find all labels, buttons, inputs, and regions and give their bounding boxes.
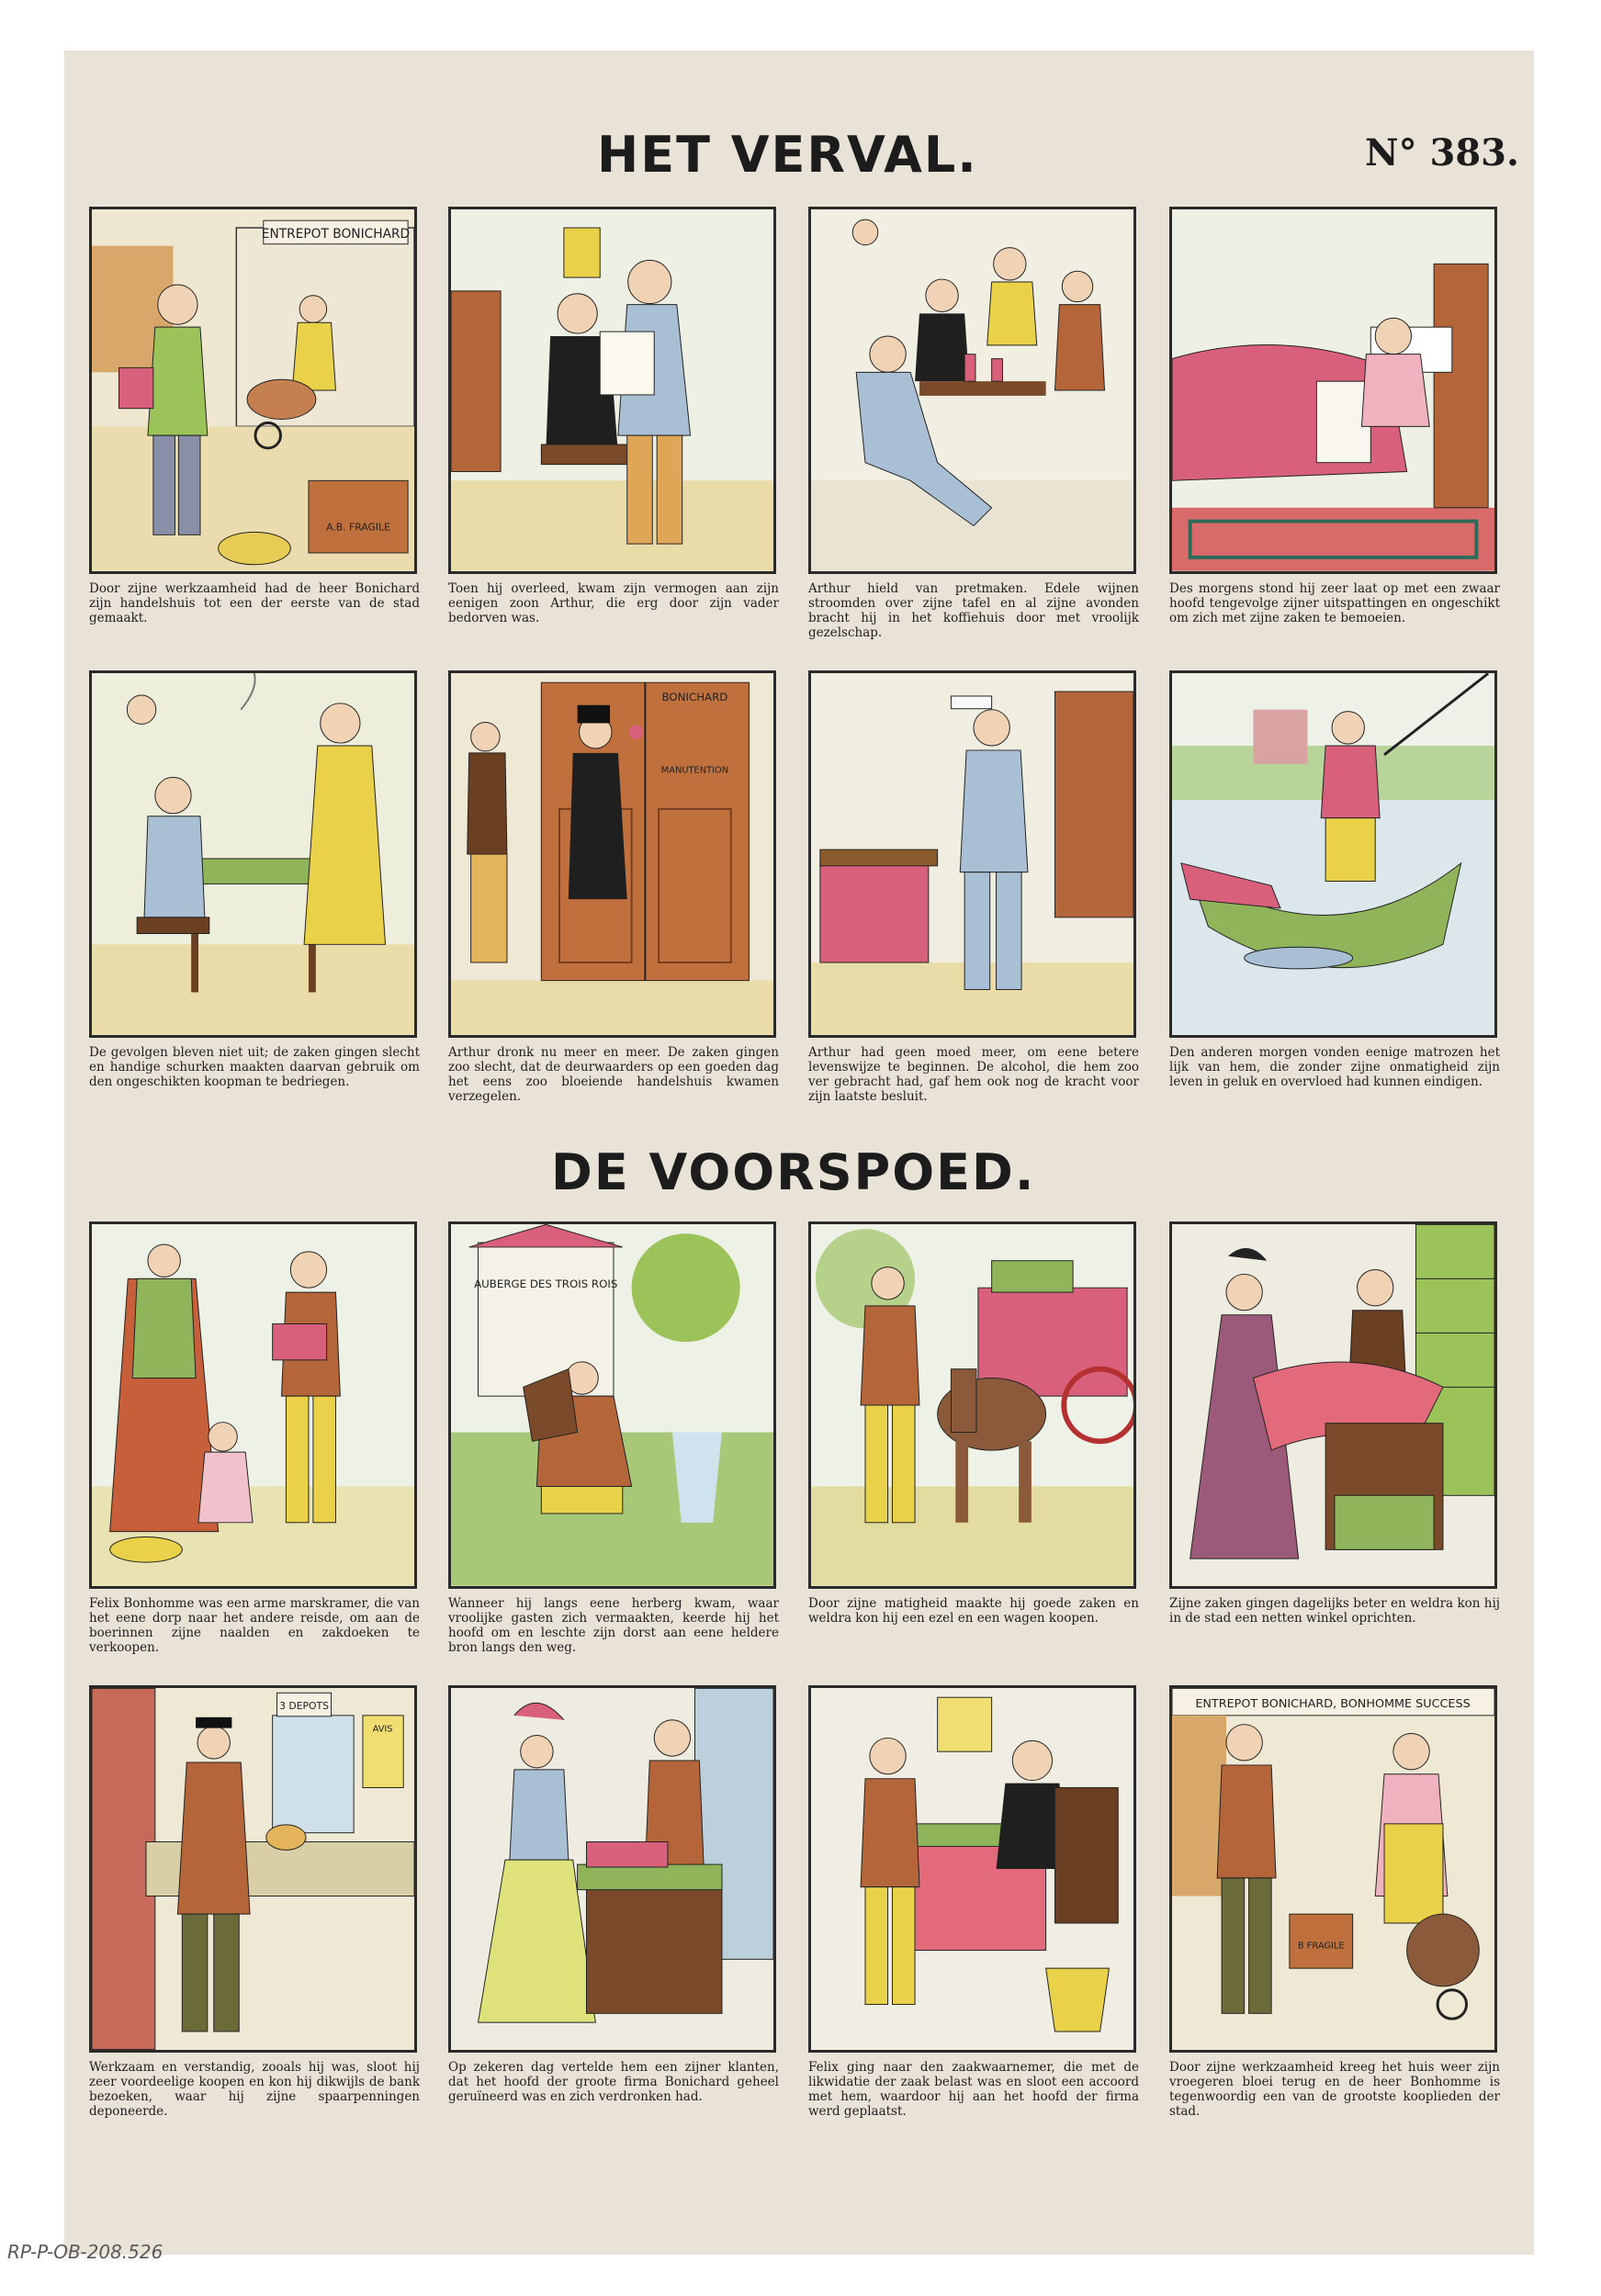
caption-9: Felix Bonhomme was een arme marskramer, die van het eene dorp naar het andere reisde, om aan de boerinnen zijne naalden en zakdoeken te verkoopen.: [89, 1596, 420, 1655]
caption-10: Wanneer hij langs eene herberg kwam, waar vroolijke gasten zich vermaakten, keerde hij het hoofd om en leschte zijn dorst aan eene heldere bron langs den weg.: [448, 1596, 779, 1655]
box-label: B FRAGILE: [1297, 1941, 1345, 1952]
panel-7-illustration: [808, 670, 1136, 1038]
panel-3-illustration: [808, 207, 1136, 574]
sign-text: ENTREPOT BONICHARD: [261, 226, 411, 242]
caption-11: Door zijne matigheid maakte hij goede zaken en weldra kon hij een ezel en een wagen koopen.: [808, 1596, 1139, 1626]
catalog-number: RP-P-OB-208.526: [7, 2241, 163, 2263]
caption-13: Werkzaam en verstandig, zooals hij was, sloot hij zeer voordeelige koopen en kon hij dikwijls de bank bezoeken, waar hij zijne spaarpenningen deponeerde.: [89, 2060, 420, 2119]
panel-6-illustration: [448, 670, 776, 1038]
print-number: N° 383.: [1365, 131, 1519, 174]
caption-6: Arthur dronk nu meer en meer. De zaken gingen zoo slecht, dat de deurwaarders op een goeden dag het eens zoo bloeiende handelshuis kwamen verzegelen.: [448, 1045, 779, 1104]
sign-text: ENTREPOT BONICHARD, BONHOMME SUCCESS: [1195, 1697, 1471, 1712]
title-de-voorspoed: DE VOORSPOED.: [551, 1143, 1036, 1201]
panel-16-illustration: [1169, 1685, 1497, 2053]
panel-1-illustration: [89, 207, 417, 574]
caption-8: Den anderen morgen vonden eenige matrozen het lijk van hem, die zonder zijne onmatigheid zijn leven in geluk en overvloed had kunnen eindigen.: [1169, 1045, 1500, 1089]
panel-8-illustration: [1169, 670, 1497, 1038]
title-het-verval: HET VERVAL.: [597, 126, 978, 184]
print-sheet: [64, 51, 1534, 2255]
caption-1: Door zijne werkzaamheid had de heer Bonichard zijn handelshuis tot een der eerste van de stad gemaakt.: [89, 581, 420, 625]
panel-10-illustration: [448, 1221, 776, 1589]
caption-7: Arthur had geen moed meer, om eene betere levenswijze te beginnen. De alcohol, die hem zoo ver gebracht had, gaf hem ook nog de kracht voor zijn laatste besluit.: [808, 1045, 1139, 1104]
caption-5: De gevolgen bleven niet uit; de zaken gingen slecht en handige schurken maakten daarvan gebruik om den ongeschikten koopman te bedriegen.: [89, 1045, 420, 1089]
sign-text: BONICHARD: [661, 690, 728, 703]
sign-text-2: AVIS: [372, 1724, 393, 1735]
panel-4-illustration: [1169, 207, 1497, 574]
panel-13-illustration: [89, 1685, 417, 2053]
caption-2: Toen hij overleed, kwam zijn vermogen aan zijn eenigen zoon Arthur, die erg door zijn vader bedorven was.: [448, 581, 779, 625]
caption-4: Des morgens stond hij zeer laat op met een zwaar hoofd tengevolge zijner uitspattingen en ongeschikt om zich met zijne zaken te bemoeien.: [1169, 581, 1500, 625]
panel-9-illustration: [89, 1221, 417, 1589]
sign-text: 3 DEPOTS: [279, 1699, 330, 1712]
panel-15-illustration: [808, 1685, 1136, 2053]
panel-5-illustration: [89, 670, 417, 1038]
panel-12-illustration: [1169, 1221, 1497, 1589]
caption-15: Felix ging naar den zaakwaarnemer, die met de likwidatie der zaak belast was en sloot een accoord met hem, waardoor hij aan het hoofd der firma werd geplaatst.: [808, 2060, 1139, 2119]
caption-16: Door zijne werkzaamheid kreeg het huis weer zijn vroegeren bloei terug en de heer Bonhomme is tegenwoordig een van de grootste kooplieden der stad.: [1169, 2060, 1500, 2119]
caption-14: Op zekeren dag vertelde hem een zijner klanten, dat het hoofd der groote firma Bonichard geheel geruïneerd was en zich verdronken had.: [448, 2060, 779, 2104]
sign-text-2: MANUTENTION: [660, 765, 729, 776]
sign-text: AUBERGE DES TROIS ROIS: [474, 1277, 618, 1291]
panel-14-illustration: [448, 1685, 776, 2053]
box-label: A.B. FRAGILE: [326, 521, 390, 534]
caption-12: Zijne zaken gingen dagelijks beter en weldra kon hij in de stad een netten winkel oprichten.: [1169, 1596, 1500, 1626]
caption-3: Arthur hield van pretmaken. Edele wijnen stroomden over zijne tafel en al zijne avonden bracht hij in het koffiehuis door met vroolijk gezelschap.: [808, 581, 1139, 640]
panel-11-illustration: [808, 1221, 1136, 1589]
panel-2-illustration: [448, 207, 776, 574]
